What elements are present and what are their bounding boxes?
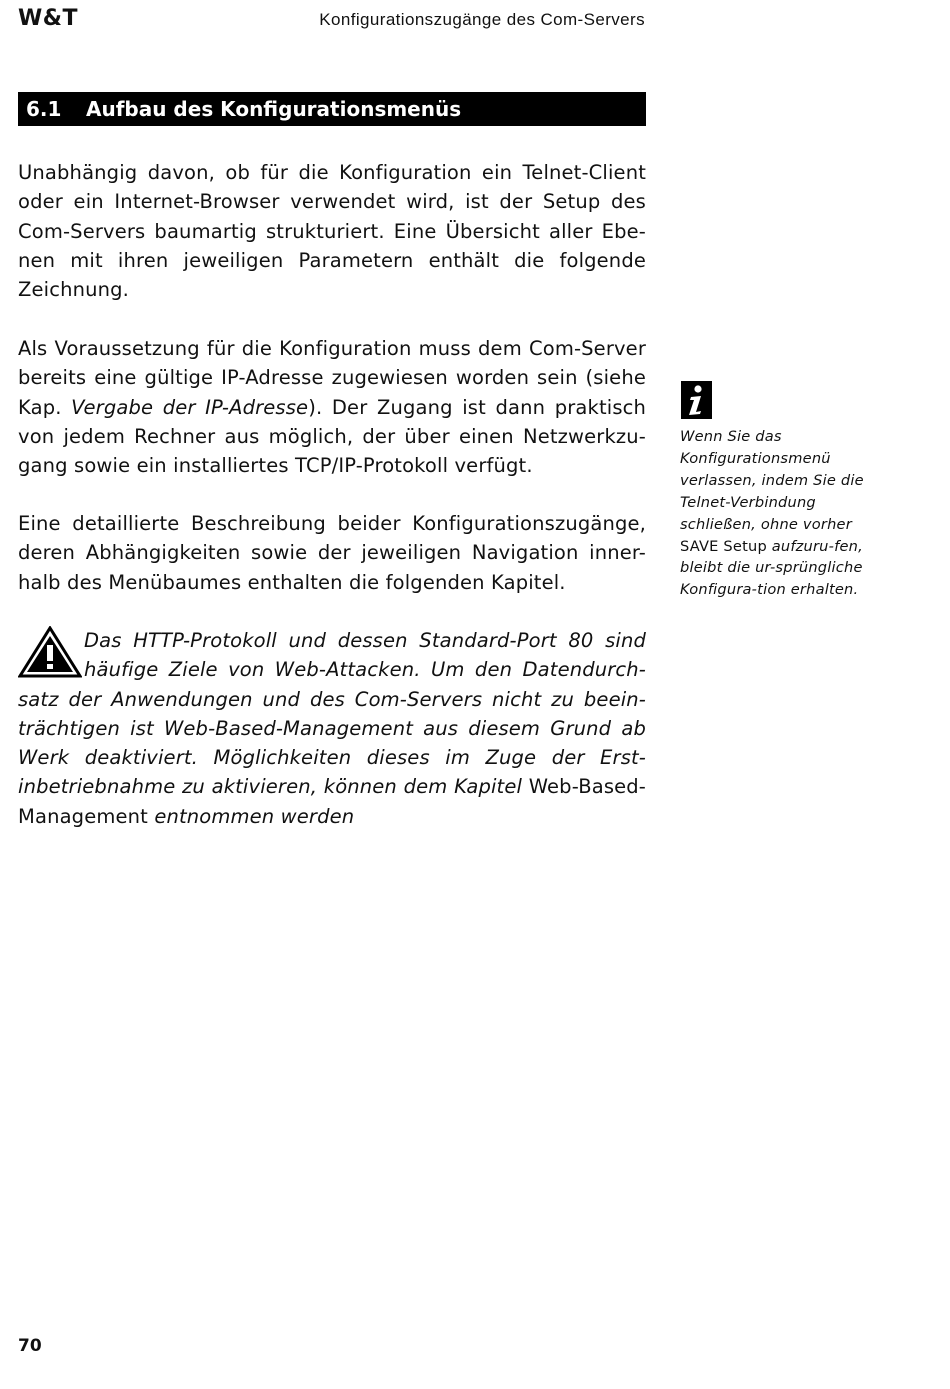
warning-text-end: entnommen werden bbox=[147, 804, 355, 828]
command-name: SAVE Setup bbox=[680, 537, 767, 555]
paragraph-text: Eine detaillierte Beschreibung beider Konfigurationszugänge, deren Abhängigkeiten sowie der jeweiligen Navigation inner-halb des Menübaumes enthalten die folgenden Kapitel. bbox=[18, 512, 646, 594]
section-heading bbox=[18, 92, 646, 126]
side-note bbox=[680, 426, 870, 601]
info-icon bbox=[681, 381, 712, 419]
paragraph-text bbox=[18, 334, 646, 480]
side-note-text-start: Wenn Sie das Konfigurationsmenü verlassen, indem Sie die Telnet-Verbindung schließen, ohne vorher bbox=[680, 428, 864, 533]
warning-text-italic: Das HTTP-Protokoll und dessen Standard-Port 80 sind häufige Ziele von Web-Attacken. Um den Datendurch-satz der Anwendungen und des Com-Servers nicht zu beein-trächtigen ist Web-Based-Management aus diesem Grund ab Werk deaktiviert. Möglichkeiten dieses im Zuge der Erst-inbetriebnahme zu aktivieren, können dem Kapitel bbox=[18, 629, 646, 799]
chapter-reference: Vergabe der IP-Adresse bbox=[71, 395, 309, 419]
warning-triangle-icon bbox=[18, 626, 82, 678]
running-header-title: Konfigurationszugänge des Com-Servers bbox=[319, 10, 645, 29]
body-paragraph-2 bbox=[18, 334, 646, 480]
body-paragraph-1 bbox=[18, 158, 646, 304]
chapter-name: Web-Based-Management bbox=[18, 775, 646, 828]
warning-note bbox=[18, 626, 646, 831]
warning-text bbox=[18, 626, 646, 831]
section-number: 6.1 bbox=[26, 97, 62, 121]
brand-logo: W&T bbox=[18, 6, 78, 31]
side-note-text-end: aufzuru-fen, bleibt die ur-sprüngliche Konfigura-tion erhalten. bbox=[680, 537, 863, 599]
paragraph-text-start: Als Voraussetzung für die Konfiguration muss dem Com-Server bereits eine gültige IP-Adresse zugewiesen worden sein (siehe Kap. bbox=[18, 337, 646, 419]
paragraph-text: Unabhängig davon, ob für die Konfiguration ein Telnet-Client oder ein Internet-Browser verwendet wird, ist der Setup des Com-Servers baumartig strukturiert. Eine Übersicht aller Ebe-nen mit ihren jeweiligen Parametern enthält die folgende Zeichnung. bbox=[18, 161, 646, 302]
body-paragraph-3 bbox=[18, 509, 646, 597]
section-title: Aufbau des Konfigurationsmenüs bbox=[86, 97, 462, 121]
page-number: 70 bbox=[18, 1336, 42, 1356]
paragraph-text-end: ). Der Zugang ist dann praktisch von jedem Rechner aus möglich, der über einen Netzwerkzu-gang sowie ein installiertes TCP/IP-Protokoll verfügt. bbox=[18, 395, 647, 478]
